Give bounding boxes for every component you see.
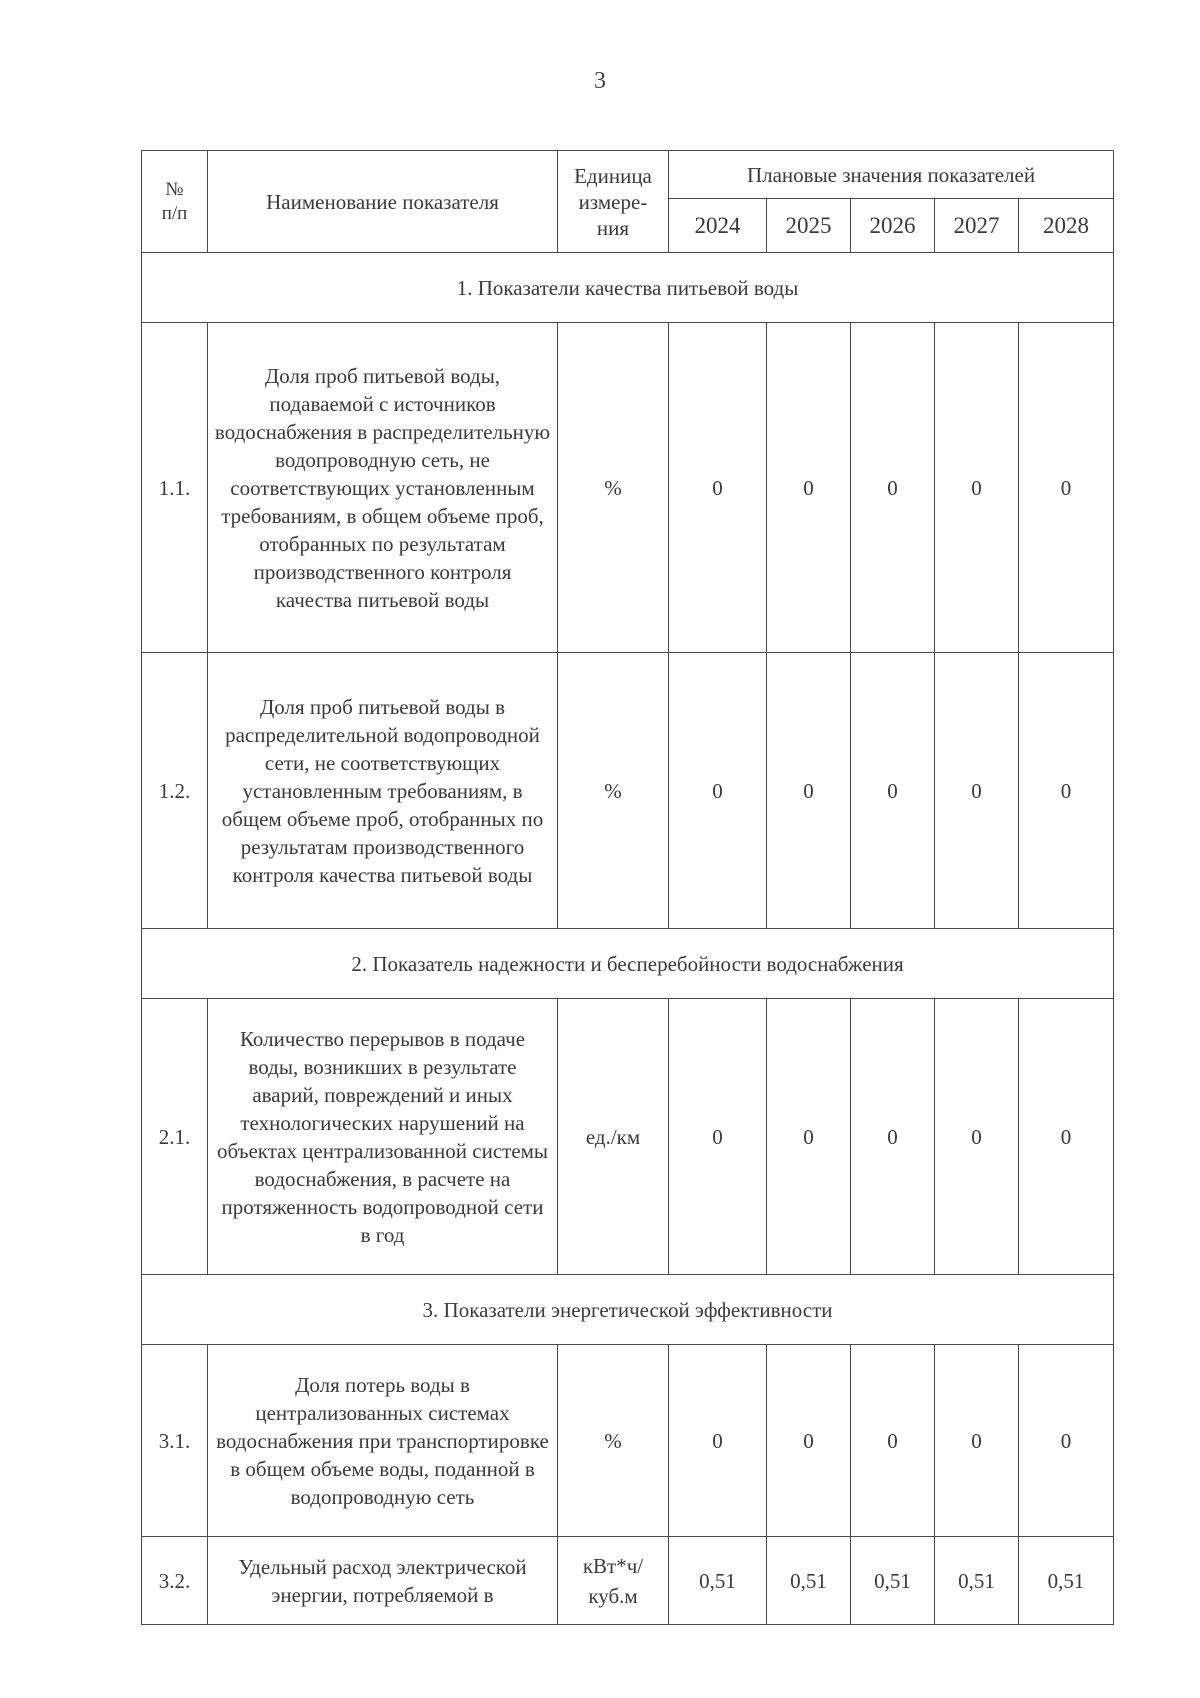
row-number: 1.2. — [142, 653, 208, 929]
column-header-planned-values: Плановые значения показателей — [669, 151, 1114, 199]
column-header-year-2024: 2024 — [669, 199, 767, 253]
indicator-unit: ед./км — [558, 999, 669, 1275]
indicators-table — [141, 150, 1114, 1625]
value-2026: 0 — [851, 1345, 935, 1537]
indicator-name: Доля проб питьевой воды, подаваемой с источников водоснабжения в распределительную водопроводную сеть, не соответствующих установленным требованиям, в общем объеме проб, отобранных по результатам производственного контроля качества питьевой воды — [208, 323, 558, 653]
value-2024: 0 — [669, 1345, 767, 1537]
column-header-name: Наименование показателя — [208, 151, 558, 253]
value-2025: 0 — [767, 323, 851, 653]
page-number: 3 — [594, 68, 606, 94]
value-2026: 0 — [851, 653, 935, 929]
value-2027: 0 — [935, 653, 1019, 929]
column-header-unit-line1: Единица — [574, 163, 652, 188]
table-row — [142, 1345, 1114, 1537]
column-header-year-2025: 2025 — [767, 199, 851, 253]
row-number: 3.1. — [142, 1345, 208, 1537]
indicator-unit: % — [558, 1345, 669, 1537]
value-2027: 0,51 — [935, 1537, 1019, 1625]
table-row — [142, 323, 1114, 653]
table-row — [142, 1537, 1114, 1625]
column-header-number-line1: № — [165, 178, 184, 200]
section-row — [142, 253, 1114, 323]
column-header-year-2028: 2028 — [1019, 199, 1114, 253]
column-header-number — [142, 151, 208, 253]
indicator-unit — [558, 1537, 669, 1625]
indicator-unit-line1: кВт*ч/ — [582, 1553, 644, 1578]
value-2025: 0 — [767, 1345, 851, 1537]
row-number: 3.2. — [142, 1537, 208, 1625]
section-title-reliability: 2. Показатель надежности и бесперебойности водоснабжения — [142, 929, 1114, 999]
value-2028: 0 — [1019, 999, 1114, 1275]
value-2025: 0 — [767, 999, 851, 1275]
value-2028: 0 — [1019, 1345, 1114, 1537]
column-header-number-line2: п/п — [161, 202, 188, 224]
value-2028: 0 — [1019, 653, 1114, 929]
row-number: 2.1. — [142, 999, 208, 1275]
indicator-name: Количество перерывов в подаче воды, возникших в результате аварий, повреждений и иных технологических нарушений на объектах централизованной системы водоснабжения, в расчете на протяженность водопроводной сети в год — [208, 999, 558, 1275]
value-2024: 0,51 — [669, 1537, 767, 1625]
value-2024: 0 — [669, 323, 767, 653]
value-2028: 0 — [1019, 323, 1114, 653]
indicator-unit-line2: куб.м — [588, 1583, 638, 1608]
indicator-unit: % — [558, 653, 669, 929]
column-header-unit-line2: измере- — [578, 189, 648, 214]
row-number: 1.1. — [142, 323, 208, 653]
column-header-unit — [558, 151, 669, 253]
section-row — [142, 929, 1114, 999]
value-2026: 0 — [851, 323, 935, 653]
indicator-name: Удельный расход электрической энергии, потребляемой в — [208, 1537, 558, 1625]
value-2027: 0 — [935, 1345, 1019, 1537]
column-header-unit-line3: ния — [596, 215, 630, 240]
value-2025: 0,51 — [767, 1537, 851, 1625]
table-row — [142, 999, 1114, 1275]
section-title-water-quality: 1. Показатели качества питьевой воды — [142, 253, 1114, 323]
indicator-name: Доля проб питьевой воды в распределительной водопроводной сети, не соответствующих установленным требованиям, в общем объеме проб, отобранных по результатам производственного контроля качества питьевой воды — [208, 653, 558, 929]
value-2027: 0 — [935, 323, 1019, 653]
value-2024: 0 — [669, 653, 767, 929]
indicator-name: Доля потерь воды в централизованных системах водоснабжения при транспортировке в общем объеме воды, поданной в водопроводную сеть — [208, 1345, 558, 1537]
column-header-year-2027: 2027 — [935, 199, 1019, 253]
indicator-unit: % — [558, 323, 669, 653]
value-2025: 0 — [767, 653, 851, 929]
value-2027: 0 — [935, 999, 1019, 1275]
value-2026: 0,51 — [851, 1537, 935, 1625]
section-row — [142, 1275, 1114, 1345]
value-2026: 0 — [851, 999, 935, 1275]
section-title-energy-efficiency: 3. Показатели энергетической эффективности — [142, 1275, 1114, 1345]
table-header-row — [142, 151, 1114, 199]
table-row — [142, 653, 1114, 929]
value-2028: 0,51 — [1019, 1537, 1114, 1625]
value-2024: 0 — [669, 999, 767, 1275]
column-header-year-2026: 2026 — [851, 199, 935, 253]
